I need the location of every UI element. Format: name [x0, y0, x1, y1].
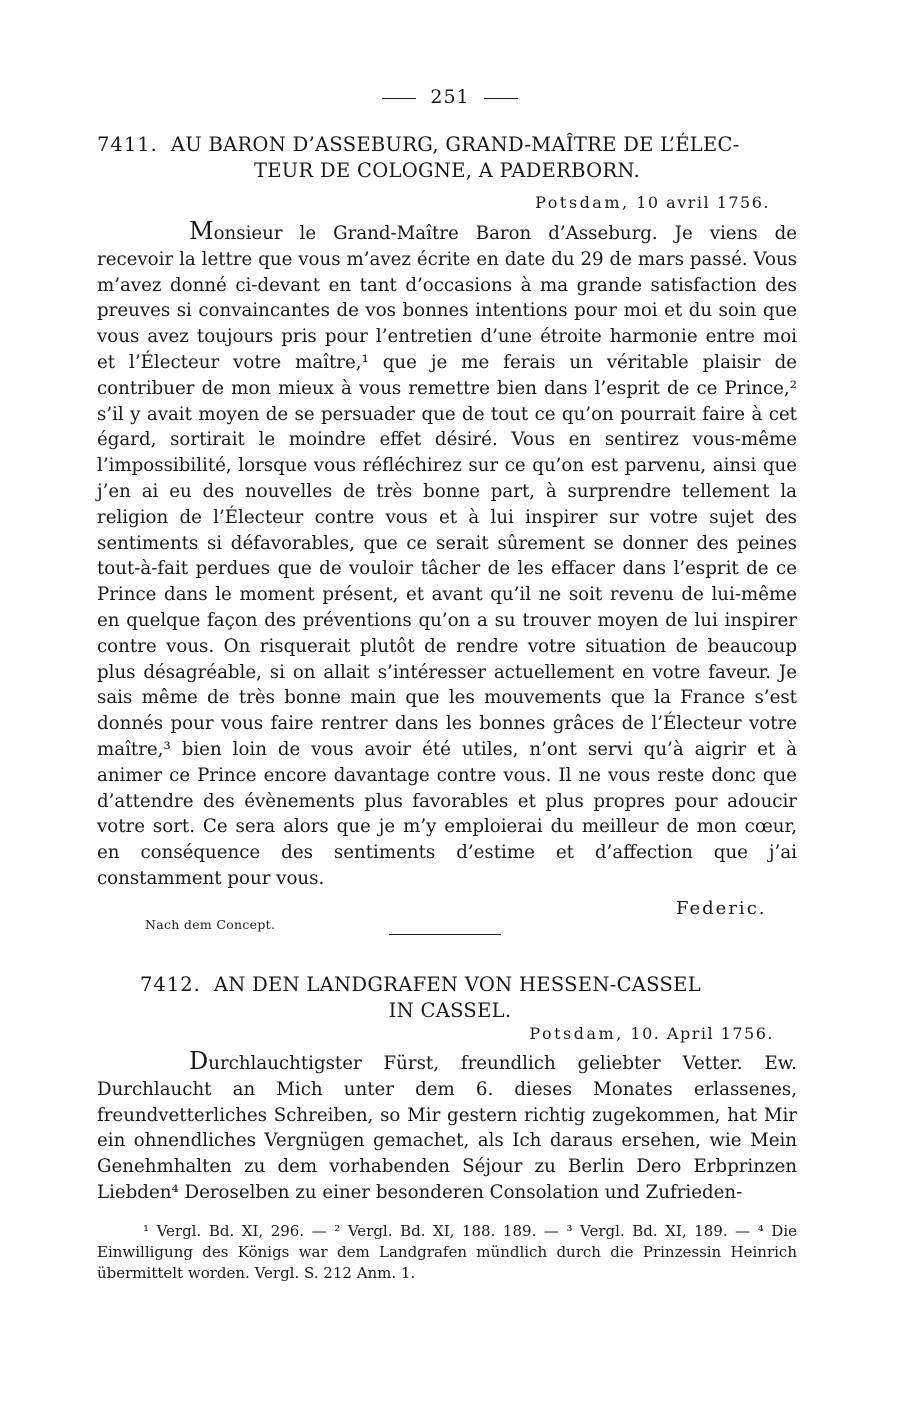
letter-2-title-line1: AN DEN LANDGRAFEN VON HESSEN-CASSEL — [213, 973, 701, 996]
letter-1-number: 7411. — [97, 133, 158, 156]
letter-2-first-word: Durchlauchtigster — [189, 1047, 362, 1075]
letter-2-dateline — [529, 1024, 774, 1043]
letter-1-date: 10 avril 1756. — [636, 193, 770, 212]
letter-2-title — [140, 972, 760, 1024]
letter-1-place: Potsdam, — [535, 193, 630, 212]
letter-2-title-line2: IN CASSEL. — [388, 999, 512, 1022]
letter-1-title-line1: AU BARON D’ASSEBURG, GRAND-MAÎTRE DE L’ÉLEC- — [170, 133, 740, 156]
header-dash-left — [382, 98, 416, 99]
letter-1-signature: Federic. — [676, 898, 767, 919]
page-header — [0, 86, 900, 108]
letter-1-source-note: Nach dem Concept. — [145, 917, 276, 932]
letter-2-number: 7412. — [140, 973, 201, 996]
letter-2-body-text: Fürst, freundlich geliebter Vetter. Ew. Durchlaucht an Mich unter dem 6. dieses Monates erlassenes, freundvetterliches Schreiben, so Mir gestern richtig zugekommen, hat Mir ein ohnendliches Vergnügen gemachet, als Ich daraus ersehen, wie Mein Genehmhalten zu dem vorhabenden Séjour zu Berlin Dero Erbprinzen Liebden⁴ Deroselben zu einer besonderen Consolation und Zufrieden- — [97, 1053, 797, 1203]
header-dash-right — [484, 98, 518, 99]
letter-2-body — [97, 1049, 797, 1206]
letter-1-body-text: le Grand-Maître Baron d’Asseburg. Je viens de recevoir la lettre que vous m’avez écrite en date du 29 de mars passé. Vous m’avez donné ci-devant en tant d’occasions à ma grande satisfaction des preuves si convaincantes de vos bonnes intentions pour moi et du soin que vous avez toujours pris pour l’entretien d’une étroite harmonie entre moi et l’Électeur votre maître,¹ que je me ferais un véritable plaisir de contribuer de mon mieux à vous remettre bien dans l’esprit de ce Prince,² s’il y avait moyen de se persuader que de tout ce qu’on pourrait faire à cet égard, sortirait le moindre effet désiré. Vous en sentirez vous-même l’impossibilité, lorsque vous réfléchirez sur ce qu’on est parvenu, ainsi que j’en ai eu des nouvelles de très bonne part, à surprendre tellement la religion de l’Électeur contre vous et à lui inspirer sur votre sujet des sentiments si défavorables, que ce serait sûrement se donner des peines tout-à-fait perdues que de vouloir tâcher de les effacer dans l’esprit de ce Prince dans le moment présent, et avant qu’il ne soit revenu de lui-même en quelque façon des préventions qu’on a su trouver moyen de lui inspirer contre vous. On risquerait plutôt de rendre votre situation de beaucoup plus désagréable, si on allait s’intéresser actuellement en votre faveur. Je sais même de très bonne main que les mouvements que la France s’est donnés pour vous faire rentrer dans les bonnes grâces de l’Électeur votre maître,³ bien loin de vous avoir été utiles, n’ont servi qu’à aigrir et à animer ce Prince encore davantage contre vous. Il ne vous reste donc que d’attendre des évènements plus favorables et plus propres pour adoucir votre sort. Ce sera alors que je m’y emploierai du meilleur de mon cœur, en conséquence des sentiments d’estime et d’affection que j’ai constamment pour vous. — [97, 223, 797, 889]
letter-1-first-word: Monsieur — [189, 217, 283, 245]
letter-2-place: Potsdam, — [529, 1024, 624, 1043]
letter-1-body — [97, 219, 797, 892]
letter-2-date: 10. April 1756. — [630, 1024, 774, 1043]
letter-1-title — [97, 132, 797, 184]
footnotes: ¹ Vergl. Bd. XI, 296. — ² Vergl. Bd. XI, 188. 189. — ³ Vergl. Bd. XI, 189. — ⁴ Die Einwilligung des Königs war dem Landgrafen mündlich durch die Prinzessin Heinrich übermittelt worden. Vergl. S. 212 Anm. 1. — [97, 1222, 797, 1282]
letter-1-title-line2: TEUR DE COLOGNE, A PADERBORN. — [253, 159, 641, 182]
letter-1-dateline — [535, 193, 770, 212]
page-number: 251 — [430, 86, 470, 108]
section-separator — [389, 934, 501, 935]
